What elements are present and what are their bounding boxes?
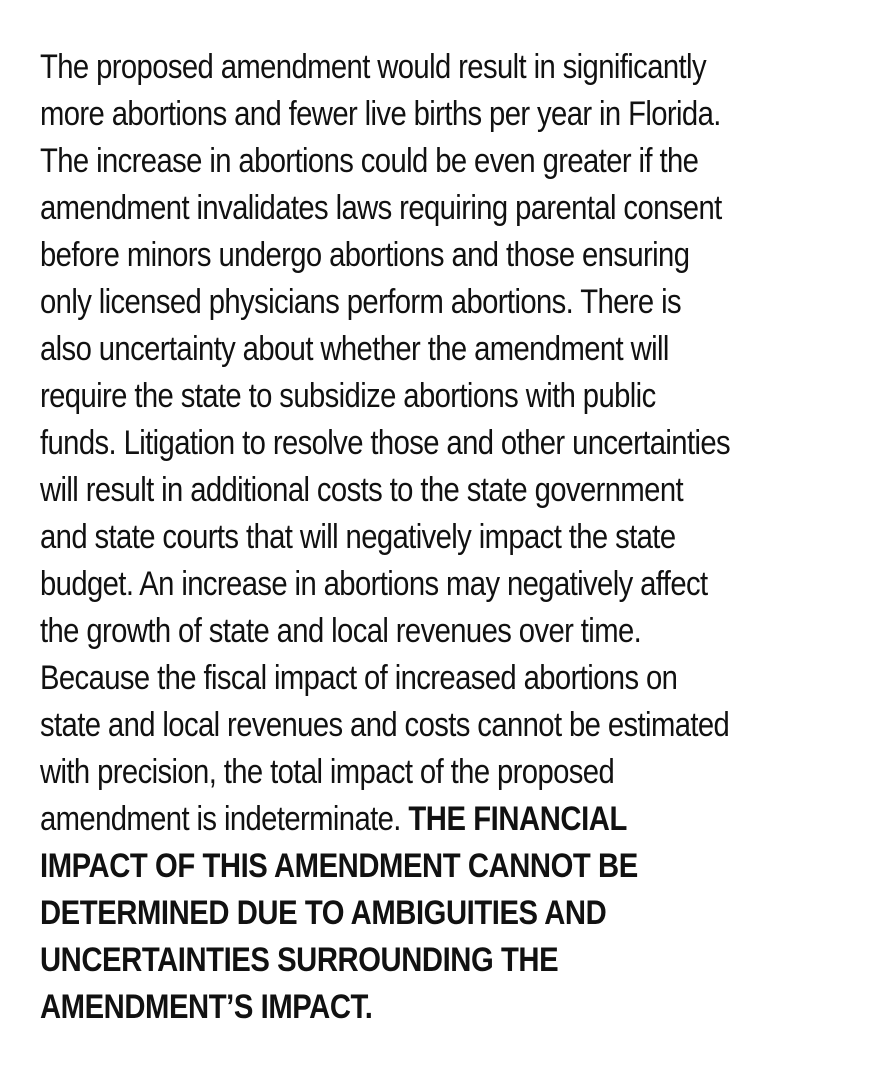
text-line: only licensed physicians perform abortions. There is [40, 283, 682, 321]
text-line: and state courts that will negatively impact the state [40, 518, 676, 556]
text-line: The increase in abortions could be even greater if the [40, 142, 699, 180]
text-line: more abortions and fewer live births per year in Florida. [40, 95, 721, 133]
bold-statement-start: THE FINANCIAL [408, 800, 627, 838]
text-line: also uncertainty about whether the amendment will [40, 330, 669, 368]
document-body [40, 44, 850, 1031]
bold-statement-line: UNCERTAINTIES SURROUNDING THE [40, 941, 559, 979]
text-line: The proposed amendment would result in significantly [40, 48, 706, 86]
text-line: before minors undergo abortions and those ensuring [40, 236, 690, 274]
text-line: Because the fiscal impact of increased abortions on [40, 659, 678, 697]
text-line: budget. An increase in abortions may negatively affect [40, 565, 708, 603]
bold-statement-line: DETERMINED DUE TO AMBIGUITIES AND [40, 894, 607, 932]
text-line: require the state to subsidize abortions with public [40, 377, 656, 415]
text-line: the growth of state and local revenues over time. [40, 612, 642, 650]
text-line: state and local revenues and costs cannot be estimated [40, 706, 730, 744]
text-line: amendment invalidates laws requiring parental consent [40, 189, 722, 227]
bold-statement-line: AMENDMENT’S IMPACT. [40, 988, 373, 1026]
text-line: funds. Litigation to resolve those and other uncertainties [40, 424, 731, 462]
text-line-end: amendment is indeterminate. [40, 800, 401, 838]
bold-statement-line: IMPACT OF THIS AMENDMENT CANNOT BE [40, 847, 638, 885]
text-line: will result in additional costs to the state government [40, 471, 684, 509]
text-line: with precision, the total impact of the proposed [40, 753, 615, 791]
mixed-line [40, 796, 737, 843]
